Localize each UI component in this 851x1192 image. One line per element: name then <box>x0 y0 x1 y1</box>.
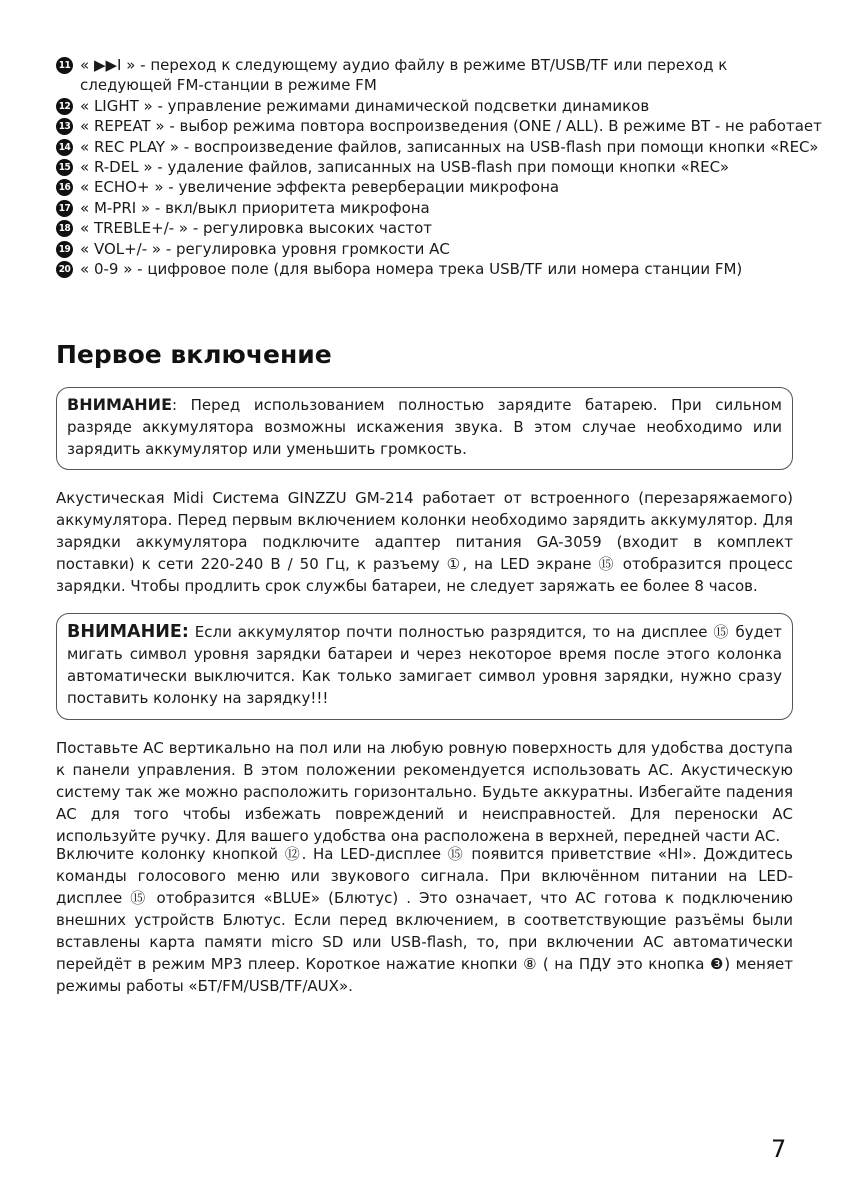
list-item <box>56 116 822 136</box>
list-item-text: « ▶▶I » - переход к следующему аудио файлу в режиме BT/USB/TF или переход к следующей FM-станции в режиме FM <box>80 56 728 95</box>
number-badge: 15 <box>56 159 73 176</box>
number-badge: 12 <box>56 98 73 115</box>
paragraph: Поставьте АС вертикально на пол или на любую ровную поверхность для удобства доступа к панели управления. В этом положении рекомендуется использовать АС. Акустическую систему так же можно расположить горизонтально. Будьте аккуратны. Избегайте падения АС для того чтобы избежать повреждений и неисправностей. Для переноски АС используйте ручку. Для вашего удобства она расположена в верхней, передней части АС. <box>56 739 793 845</box>
number-badge: 11 <box>56 57 73 74</box>
paragraph <box>56 487 793 597</box>
section-heading: Первое включение <box>56 340 332 369</box>
paragraph-text: отобразится «BLUE» (Блютус) . Это означает, что АС готова к подключению внешних устройств Блютус. Если перед включением, в соответствующие разъёмы были вставлены карта памяти micro SD или USB-flash, то, при включении АС автоматически перейдёт в режим MP3 плеер. Короткое нажатие кнопки <box>56 889 793 973</box>
notice-text: будет мигать символ уровня зарядки батареи и через некоторое время после этого колонка автоматически выключится. Как только замигает символ уровня зарядки, нужно сразу поставить колонку на зарядку!!! <box>67 623 782 707</box>
paragraph-text: отобразится процесс зарядки. Чтобы продлить срок службы батареи, не следует заряжать ее более 8 часов. <box>56 555 793 595</box>
paragraph-text: ( на ПДУ это кнопка <box>537 955 710 973</box>
list-item-text: « R-DEL » - удаление файлов, записанных на USB-flash при помощи кнопки «REC» <box>80 158 729 177</box>
list-item <box>56 218 801 238</box>
list-item <box>56 55 801 96</box>
notice-text: : Перед использованием полностью зарядите батарею. При сильном разряде аккумулятора возможны искажения звука. В этом случае необходимо или зарядить аккумулятор или уменьшить громкость. <box>67 396 782 458</box>
paragraph-text: , на LED экране <box>462 555 599 573</box>
notice-text: Если аккумулятор почти полностью разрядится, то на дисплее <box>188 623 714 641</box>
circled-number: ⑮ <box>598 555 616 573</box>
list-item <box>56 198 801 218</box>
list-item <box>56 239 801 259</box>
circled-number: ⑮ <box>713 623 730 641</box>
list-item <box>56 177 801 197</box>
number-badge: 20 <box>56 261 73 278</box>
number-badge: 14 <box>56 139 73 156</box>
circled-number: ⑮ <box>447 845 465 863</box>
list-item-text: « LIGHT » - управление режимами динамической подсветки динамиков <box>80 96 650 115</box>
button-list <box>56 55 822 279</box>
notice-box <box>56 613 793 720</box>
page-number: 7 <box>771 1135 787 1163</box>
paragraph-text: Акустическая Midi Система GINZZU GM-214 работает от встроенного (перезаряжаемого) аккумулятора. Перед первым включением колонки необходимо зарядить аккумулятор. Для зарядки аккумулятора подключите адаптер питания GA-3059 (входит в комплект поставки) к сети 220-240 В / 50 Гц, к разъему <box>56 489 793 573</box>
list-item-text: « ECHO+ » - увеличение эффекта реверберации микрофона <box>80 178 560 197</box>
notice-label: ВНИМАНИЕ <box>67 395 172 414</box>
circled-number: ⑮ <box>130 889 149 907</box>
circled-number: ❸ <box>709 955 725 973</box>
paragraph-text: появится приветствие «HI». Дождитесь команды голосового меню или звукового сигнала. При включённом питании на LED-дисплее <box>56 845 793 907</box>
paragraph-text: ) меняет режимы работы «БТ/FM/USB/TF/AUX». <box>56 955 793 995</box>
circled-number: ⑫ <box>284 845 302 863</box>
list-item <box>56 157 801 177</box>
number-badge: 16 <box>56 179 73 196</box>
notice-box <box>56 387 793 470</box>
notice-label: ВНИМАНИЕ: <box>67 622 189 642</box>
list-item-text: « 0-9 » - цифровое поле (для выбора номера трека USB/TF или номера станции FM) <box>80 260 743 279</box>
circled-number: ⑧ <box>523 955 538 973</box>
list-item-text: « REPEAT » - выбор режима повтора воспроизведения (ONE / ALL). В режиме BT - не работает <box>80 117 822 136</box>
list-item-text: « M-PRI » - вкл/выкл приоритета микрофона <box>80 198 430 217</box>
paragraph-text: . На LED-дисплее <box>301 845 448 863</box>
list-item <box>56 137 819 157</box>
list-item <box>56 96 801 116</box>
paragraph <box>56 843 793 997</box>
number-badge: 19 <box>56 241 73 258</box>
list-item <box>56 259 801 279</box>
list-item-text: « REC PLAY » - воспроизведение файлов, записанных на USB-flash при помощи кнопки «REC» <box>80 137 819 156</box>
list-item-text: « VOL+/- » - регулировка уровня громкости АС <box>80 239 450 258</box>
number-badge: 13 <box>56 118 73 135</box>
paragraph-text: Включите колонку кнопкой <box>56 845 285 863</box>
circled-number: ① <box>446 555 463 573</box>
number-badge: 17 <box>56 200 73 217</box>
list-item-text: « TREBLE+/- » - регулировка высоких частот <box>80 219 432 238</box>
number-badge: 18 <box>56 220 73 237</box>
